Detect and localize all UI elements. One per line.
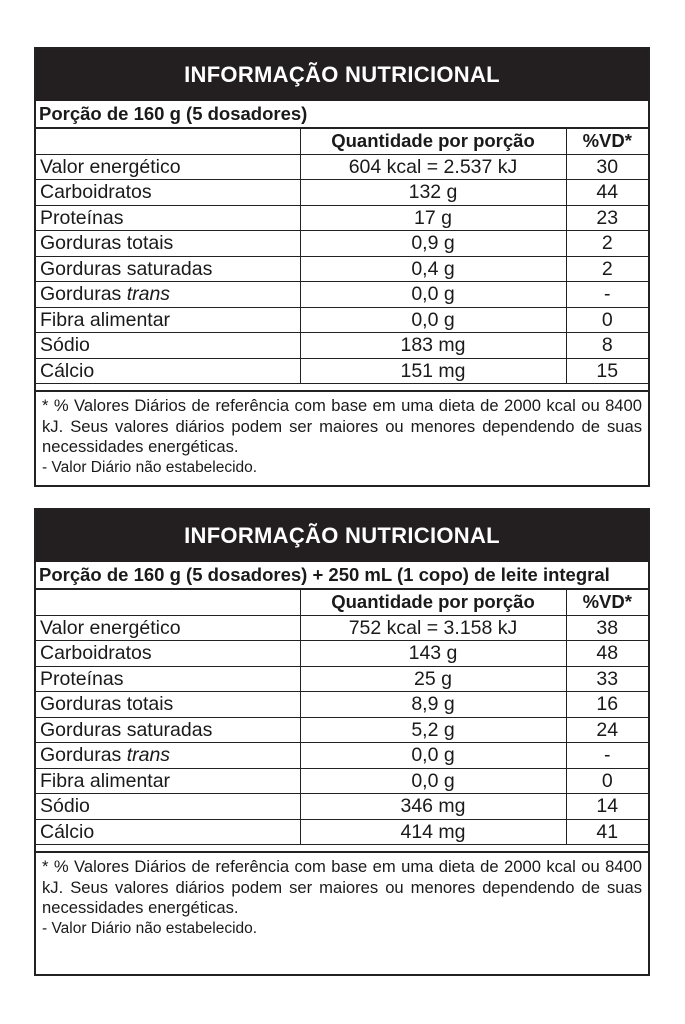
nutrient-name: Gorduras	[40, 283, 127, 306]
nutrient-vd: 2	[566, 256, 648, 282]
nutrient-quantity: 0,9 g	[300, 231, 566, 257]
nutrient-name: Gorduras totais	[40, 693, 174, 716]
nutrient-name: Fibra alimentar	[40, 308, 171, 331]
portion-size: Porção de 160 g (5 dosadores)	[36, 101, 648, 129]
footnote-text: * % Valores Diários de referência com base em uma dieta de 2000 kcal ou 8400 kJ. Seus valores diários podem ser maiores ou menores dependendo de suas necessidades energéticas.	[42, 857, 642, 917]
nutrient-name: Sódio	[40, 795, 90, 818]
nutrient-quantity: 17 g	[300, 205, 566, 231]
table-row	[36, 282, 648, 308]
nutrient-quantity: 346 mg	[300, 794, 566, 820]
nutrient-name: Proteínas	[40, 206, 124, 229]
nutrient-label	[36, 819, 300, 845]
nutrient-label	[36, 794, 300, 820]
nutrition-table	[36, 129, 648, 384]
nutrient-vd: 0	[566, 307, 648, 333]
nutrient-name: Proteínas	[40, 667, 124, 690]
nutrient-vd: -	[566, 743, 648, 769]
nutrition-panel-2	[34, 508, 650, 976]
nutrient-quantity: 0,0 g	[300, 743, 566, 769]
table-row	[36, 743, 648, 769]
nutrient-vd: 23	[566, 205, 648, 231]
nutrient-label	[36, 256, 300, 282]
nutrient-label	[36, 333, 300, 359]
nutrient-name: Gorduras saturadas	[40, 718, 213, 741]
nutrient-quantity: 0,0 g	[300, 768, 566, 794]
nutrient-vd: 41	[566, 819, 648, 845]
nutrient-vd: 16	[566, 692, 648, 718]
nutrient-quantity: 183 mg	[300, 333, 566, 359]
nutrient-name: Cálcio	[40, 359, 95, 382]
nutrient-name-italic: trans	[126, 744, 171, 767]
vd-header: %VD*	[566, 129, 648, 154]
nutrient-name: Valor energético	[40, 155, 181, 178]
nutrient-label	[36, 154, 300, 180]
table-row	[36, 615, 648, 641]
nutrient-label	[36, 692, 300, 718]
nutrient-name: Cálcio	[40, 820, 95, 843]
nutrient-label	[36, 180, 300, 206]
nutrient-label	[36, 205, 300, 231]
nutrient-quantity: 151 mg	[300, 358, 566, 384]
nutrient-label	[36, 743, 300, 769]
table-row	[36, 819, 648, 845]
table-row	[36, 641, 648, 667]
nutrient-label	[36, 307, 300, 333]
footnote-text: * % Valores Diários de referência com base em uma dieta de 2000 kcal ou 8400 kJ. Seus valores diários podem ser maiores ou menores dependendo de suas necessidades energéticas.	[42, 396, 642, 456]
nutrient-vd: 33	[566, 666, 648, 692]
table-row	[36, 205, 648, 231]
panel-title: INFORMAÇÃO NUTRICIONAL	[36, 510, 648, 562]
table-row	[36, 154, 648, 180]
table-row	[36, 256, 648, 282]
nutrient-vd: -	[566, 282, 648, 308]
nutrient-quantity: 414 mg	[300, 819, 566, 845]
blank-header-cell	[36, 590, 300, 615]
nutrient-vd: 8	[566, 333, 648, 359]
nutrient-quantity: 5,2 g	[300, 717, 566, 743]
nutrient-quantity: 25 g	[300, 666, 566, 692]
nutrient-quantity: 0,0 g	[300, 282, 566, 308]
nutrient-label	[36, 282, 300, 308]
nutrient-label	[36, 615, 300, 641]
table-row	[36, 231, 648, 257]
quantity-header: Quantidade por porção	[300, 590, 566, 615]
nutrient-name: Carboidratos	[40, 181, 152, 204]
nutrient-vd: 30	[566, 154, 648, 180]
nutrient-vd: 14	[566, 794, 648, 820]
nutrient-name: Gorduras saturadas	[40, 257, 213, 280]
nutrient-name: Carboidratos	[40, 642, 152, 665]
nutrient-vd: 38	[566, 615, 648, 641]
nutrient-quantity: 8,9 g	[300, 692, 566, 718]
nutrition-panel-1	[34, 47, 650, 487]
quantity-header: Quantidade por porção	[300, 129, 566, 154]
nutrient-name: Gorduras	[40, 744, 127, 767]
nutrient-vd: 48	[566, 641, 648, 667]
nutrient-label	[36, 358, 300, 384]
nutrient-quantity: 0,4 g	[300, 256, 566, 282]
blank-header-cell	[36, 129, 300, 154]
nutrient-label	[36, 231, 300, 257]
table-row	[36, 666, 648, 692]
nutrient-vd: 0	[566, 768, 648, 794]
nutrient-label	[36, 717, 300, 743]
table-row	[36, 307, 648, 333]
nutrient-label	[36, 768, 300, 794]
table-header-row	[36, 590, 648, 615]
nutrient-quantity: 143 g	[300, 641, 566, 667]
footnote-dash: - Valor Diário não estabelecido.	[42, 458, 258, 476]
nutrient-label	[36, 666, 300, 692]
nutrient-name: Gorduras totais	[40, 232, 174, 255]
footnote-dash: - Valor Diário não estabelecido.	[42, 919, 258, 937]
vd-header: %VD*	[566, 590, 648, 615]
nutrient-vd: 44	[566, 180, 648, 206]
nutrient-name: Valor energético	[40, 616, 181, 639]
table-row	[36, 358, 648, 384]
nutrition-table	[36, 590, 648, 845]
table-row	[36, 794, 648, 820]
nutrient-label	[36, 641, 300, 667]
nutrient-vd: 24	[566, 717, 648, 743]
footnote	[36, 390, 648, 480]
nutrient-quantity: 604 kcal = 2.537 kJ	[300, 154, 566, 180]
nutrient-quantity: 752 kcal = 3.158 kJ	[300, 615, 566, 641]
panel-title: INFORMAÇÃO NUTRICIONAL	[36, 49, 648, 101]
nutrient-vd: 2	[566, 231, 648, 257]
nutrient-quantity: 132 g	[300, 180, 566, 206]
table-row	[36, 692, 648, 718]
nutrient-name: Fibra alimentar	[40, 769, 171, 792]
nutrient-vd: 15	[566, 358, 648, 384]
portion-size: Porção de 160 g (5 dosadores) + 250 mL (1 copo) de leite integral	[36, 562, 648, 590]
nutrient-name: Sódio	[40, 334, 90, 357]
nutrient-name-italic: trans	[126, 283, 171, 306]
nutrient-quantity: 0,0 g	[300, 307, 566, 333]
table-header-row	[36, 129, 648, 154]
table-row	[36, 180, 648, 206]
table-row	[36, 768, 648, 794]
footnote	[36, 851, 648, 941]
table-row	[36, 333, 648, 359]
table-row	[36, 717, 648, 743]
